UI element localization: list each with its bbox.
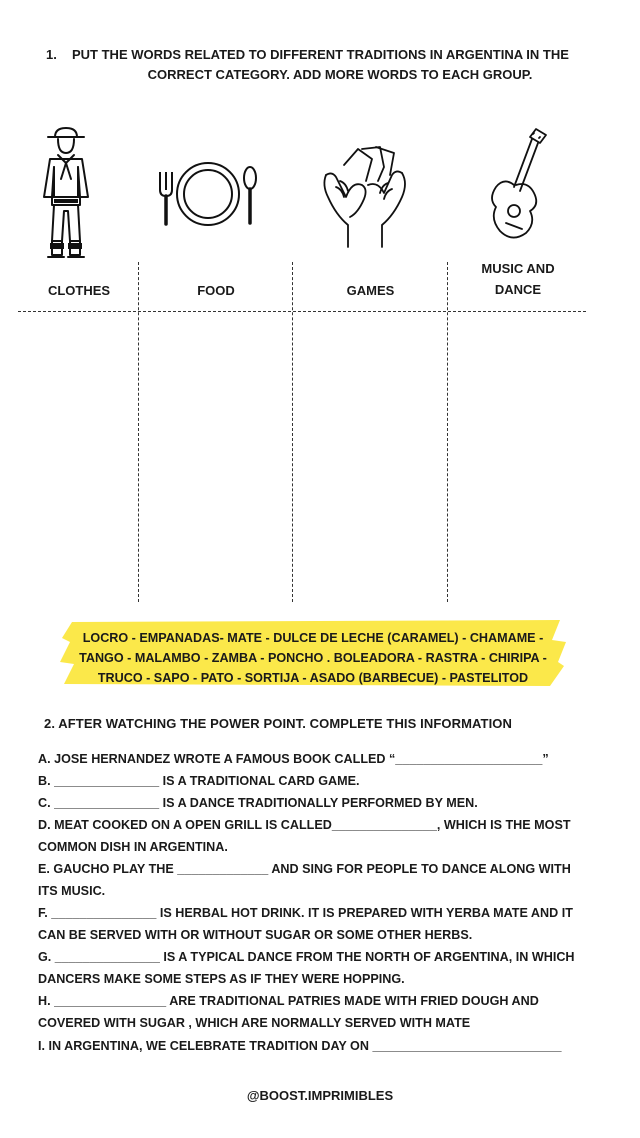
question-i: I. IN ARGENTINA, WE CELEBRATE TRADITION DAY ON ___________________________: [38, 1039, 562, 1053]
question-g-line-1: G. _______________ IS A TYPICAL DANCE FROM THE NORTH OF ARGENTINA, IN WHICH: [38, 950, 575, 964]
question-b: B. _______________ IS A TRADITIONAL CARD GAME.: [38, 774, 360, 788]
question-f-line-2: CAN BE SERVED WITH OR WITHOUT SUGAR OR SOME OTHER HERBS.: [38, 928, 473, 942]
question-c: C. _______________ IS A DANCE TRADITIONALLY PERFORMED BY MEN.: [38, 796, 478, 810]
category-label: CLOTHES: [47, 283, 111, 298]
instruction-line-2: CORRECT CATEGORY. ADD MORE WORDS TO EACH GROUP.: [147, 67, 533, 82]
question-d-line-2: COMMON DISH IN ARGENTINA.: [38, 840, 228, 854]
footer-credit: @BOOST.IMPRIMIBLES: [246, 1088, 394, 1103]
gaucho-icon: [36, 125, 96, 261]
question-h-line-2: COVERED WITH SUGAR , WHICH ARE NORMALLY SERVED WITH MATE: [38, 1016, 471, 1030]
column-divider: [447, 262, 448, 602]
category-music-dance: [449, 258, 587, 300]
category-food: [140, 280, 292, 301]
question-number: 1.: [46, 47, 57, 62]
question-h-line-1: H. ________________ ARE TRADITIONAL PATRIES MADE WITH FRIED DOUGH AND: [38, 994, 539, 1008]
category-clothes: [20, 280, 138, 301]
category-games: [294, 280, 447, 301]
question-d-line-1: D. MEAT COOKED ON A OPEN GRILL IS CALLED_______________, WHICH IS THE MOST: [38, 818, 571, 832]
question-a: A. JOSE HERNANDEZ WROTE A FAMOUS BOOK CALLED “_____________________”: [38, 752, 549, 766]
question-f-line-1: F. _______________ IS HERBAL HOT DRINK. IT IS PREPARED WITH YERBA MATE AND IT: [38, 906, 573, 920]
category-label-line-1: MUSIC AND: [481, 261, 555, 276]
guitar-icon: [488, 125, 550, 245]
instruction-line-1: PUT THE WORDS RELATED TO DIFFERENT TRADITIONS IN ARGENTINA IN THE: [72, 47, 569, 62]
word-bank: [58, 618, 568, 688]
cards-hands-icon: [318, 143, 410, 249]
question-e-line-2: ITS MUSIC.: [38, 884, 106, 898]
word-bank-line-3: TRUCO - SAPO - PATO - SORTIJA - ASADO (BARBECUE) - PASTELITOD: [97, 671, 529, 685]
category-label-line-2: DANCE: [494, 282, 542, 297]
header-divider: [18, 311, 586, 312]
column-divider: [292, 262, 293, 602]
plate-cutlery-icon: [154, 158, 262, 230]
category-label: GAMES: [346, 283, 395, 298]
word-bank-line-1: LOCRO - EMPANADAS- MATE - DULCE DE LECHE (CARAMEL) - CHAMAME -: [82, 631, 544, 645]
section-2-title: 2. AFTER WATCHING THE POWER POINT. COMPLETE THIS INFORMATION: [44, 716, 512, 731]
category-label: FOOD: [197, 283, 235, 298]
question-e-line-1: E. GAUCHO PLAY THE _____________ AND SING FOR PEOPLE TO DANCE ALONG WITH: [38, 862, 571, 876]
question-g-line-2: DANCERS MAKE SOME STEPS AS IF THEY WERE HOPPING.: [38, 972, 405, 986]
word-bank-line-2: TANGO - MALAMBO - ZAMBA - PONCHO . BOLEADORA - RASTRA - CHIRIPA -: [79, 651, 547, 665]
column-divider: [138, 262, 139, 602]
